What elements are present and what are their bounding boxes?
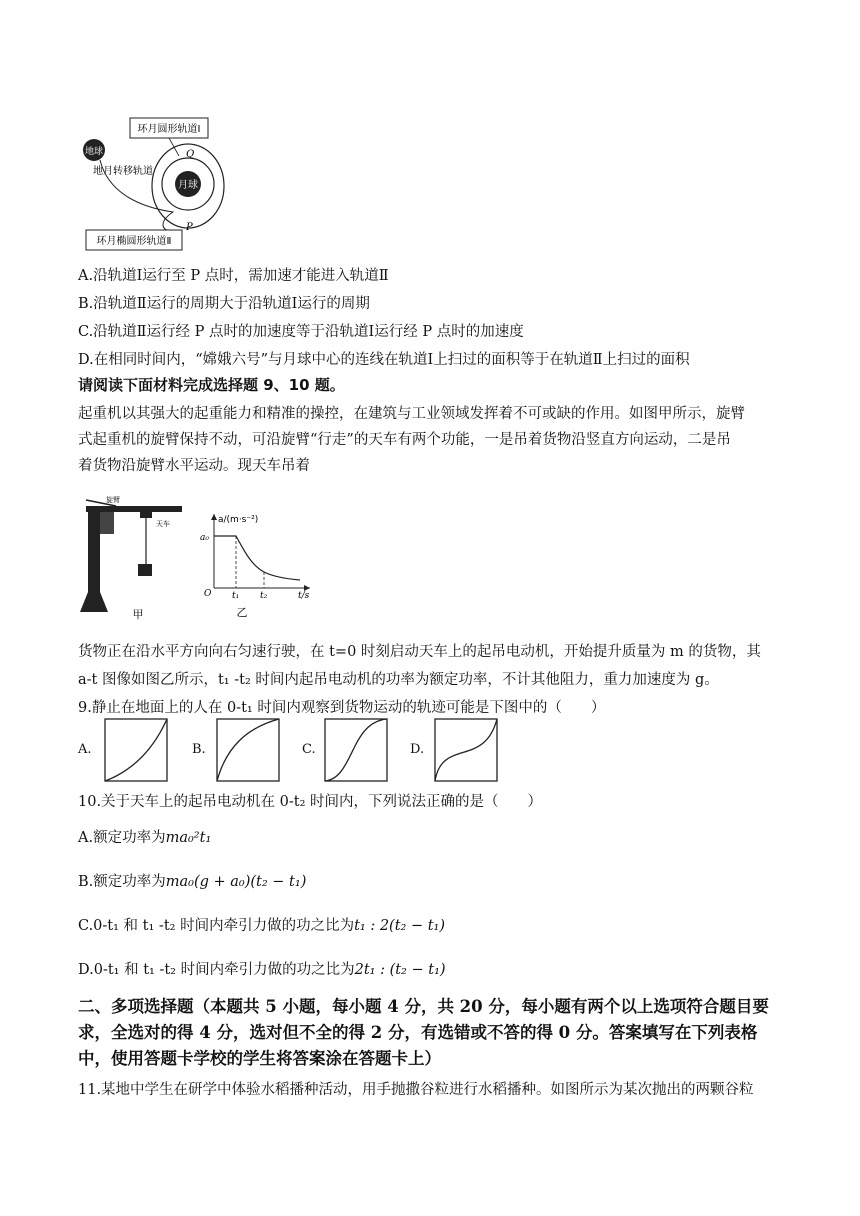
point-q-label: Q [186,149,195,160]
q9-option-c-graph [324,718,388,782]
material-para-3: 着货物沿旋臂水平运动。现天车吊着 [78,458,310,474]
q9-option-a-label: A. [78,742,92,757]
q10-option-c-text: C.0-t₁ 和 t₁ -t₂ 时间内牵引力做的功之比为 [78,918,355,934]
point-p-label: P [186,222,193,233]
q10-stem: 10.关于天车上的起吊电动机在 0-t₂ 时间内，下列说法正确的是（ ） [78,794,543,810]
q9-option-a-graph [104,718,168,782]
q10-option-a-formula: ma₀²t₁ [165,830,212,846]
material-para-1: 起重机以其强大的起重能力和精准的操控，在建筑与工业领域发挥着不可或缺的作用。如图甲所示，旋臂 [78,406,745,422]
origin-label: O [204,589,212,599]
caption-yi: 乙 [236,606,248,619]
q10-option-b-text: B.额定功率为 [78,874,166,890]
circle-orbit-label: 环月圆形轨道Ⅰ [137,124,201,135]
q9-options [78,718,508,784]
arm-label: 旋臂 [106,496,120,504]
q9-option-d-label: D. [410,742,425,757]
orbit-figure [78,112,248,252]
q10-option-b-formula: ma₀(g + a₀)(t₂ − t₁) [165,874,307,890]
q10-option-a-text: A.额定功率为 [78,830,166,846]
y-axis-label: a/(m·s⁻²) [218,515,259,525]
continue-para-2: a-t 图像如图乙所示，t₁ -t₂ 时间内起吊电动机的功率为额定功率，不计其他阻力，重力加速度为 g。 [78,672,719,688]
q8-option-c: C.沿轨道Ⅱ运行经 P 点时的加速度等于沿轨道Ⅰ运行经 P 点时的加速度 [78,324,524,340]
continue-para-1: 货物正在沿水平方向向右匀速行驶，在 t=0 时刻启动天车上的起吊电动机，开始提升质量为 m 的货物，其 [78,644,761,660]
q8-option-d: D.在相同时间内，“嫦娥六号”与月球中心的连线在轨道Ⅰ上扫过的面积等于在轨道Ⅱ上扫过的面积 [78,352,690,368]
q10-option-d-text: D.0-t₁ 和 t₁ -t₂ 时间内牵引力做的功之比为 [78,962,355,978]
ellipse-orbit-label: 环月椭圆形轨道Ⅱ [96,236,172,247]
caption-jia: 甲 [132,608,144,621]
q10-option-a [78,826,211,847]
q8-option-a: A.沿轨道Ⅰ运行至 P 点时，需加速才能进入轨道Ⅱ [78,268,389,284]
trolley-label: 天车 [156,520,170,528]
at-curve [214,536,300,580]
earth-label: 地球 [84,147,104,157]
t1-label: t₁ [232,591,240,601]
q9-option-b-label: B. [192,742,206,757]
a0-label: a₀ [200,533,209,543]
section-2-heading: 二、多项选择题（本题共 5 小题，每小题 4 分，共 20 分，每小题有两个以上选项符合题目要求，全选对的得 4 分，选对但不全的得 2 分，有选错或不答的得 0 分。答案填写在下列表格中，使用答题卡学校的学生将答案涂在答题卡上） [78,997,769,1068]
material-heading: 请阅读下面材料完成选择题 9、10 题。 [78,376,345,394]
q10-option-d [78,958,446,979]
q10-option-d-formula: 2t₁ : (t₂ − t₁) [354,962,446,978]
crane-figure [76,492,196,624]
transfer-orbit-label: 地月转移轨道 [93,166,153,177]
q10-option-b [78,870,306,891]
material-para-2: 式起重机的旋臂保持不动，可沿旋臂“行走”的天车有两个功能，一是吊着货物沿竖直方向运动，二是吊 [78,432,731,448]
q10-option-c [78,914,445,935]
moon-label: 月球 [178,180,198,191]
q9-option-b-graph [216,718,280,782]
q9-stem: 9.静止在地面上的人在 0-t₁ 时间内观察到货物运动的轨迹可能是下图中的（ ） [78,700,606,716]
q11-stem: 11.某地中学生在研学中体验水稻播种活动，用手抛撒谷粒进行水稻播种。如图所示为某次抛出的两颗谷粒 [78,1082,754,1098]
at-graph [198,510,318,622]
x-axis-label: t/s [298,591,310,601]
q10-option-c-formula: t₁ : 2(t₂ − t₁) [354,918,446,934]
q9-option-c-label: C. [302,742,316,757]
t2-label: t₂ [260,591,268,601]
q8-option-b: B.沿轨道Ⅱ运行的周期大于沿轨道Ⅰ运行的周期 [78,296,370,312]
q9-option-d-graph [434,718,498,782]
